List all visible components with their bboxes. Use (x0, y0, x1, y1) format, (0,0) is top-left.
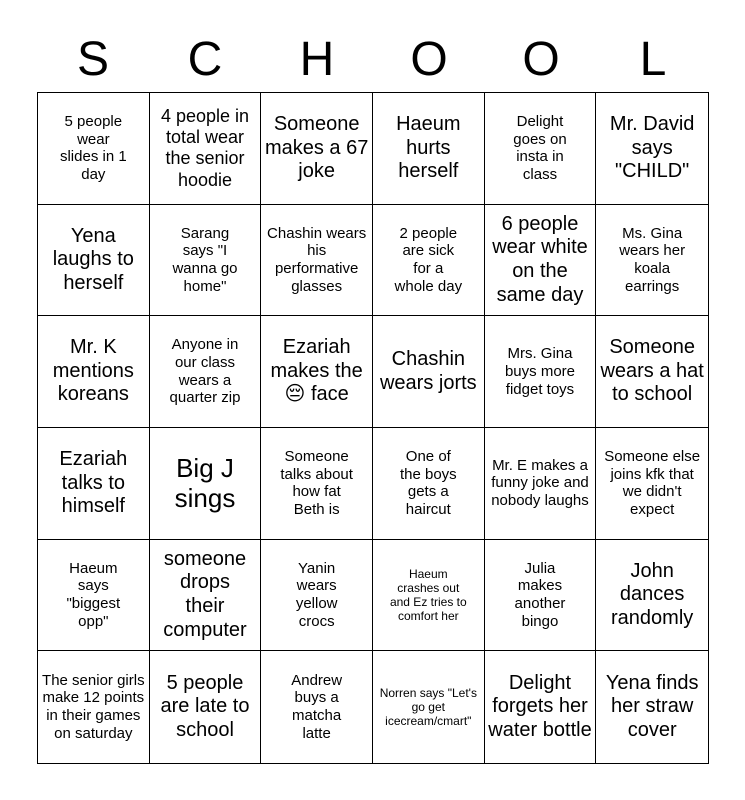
cell-text: Julia makes another bingo (514, 559, 566, 630)
cell-text: Mrs. Gina buys more fidget toys (504, 345, 575, 398)
bingo-cell[interactable] (38, 540, 150, 652)
bingo-cell[interactable] (150, 540, 262, 652)
bingo-cell[interactable] (596, 651, 708, 763)
cell-text: Haeum says "biggest opp" (66, 559, 121, 630)
cell-text: Someone wears a hat to school (600, 336, 704, 406)
bingo-cell[interactable] (373, 540, 485, 652)
cell-text: Someone talks about how fat Beth is (280, 447, 353, 518)
bingo-cell[interactable] (485, 316, 597, 428)
bingo-cell[interactable] (150, 205, 262, 317)
bingo-cell[interactable] (261, 205, 373, 317)
bingo-cell[interactable] (150, 93, 262, 205)
bingo-cell[interactable] (373, 316, 485, 428)
cell-text: Andrew buys a matcha latte (291, 671, 343, 742)
cell-text: Yanin wears yellow crocs (295, 559, 338, 630)
cell-text: Delight forgets her water bottle (488, 671, 592, 741)
bingo-board (37, 92, 709, 764)
bingo-cell[interactable] (373, 93, 485, 205)
bingo-cell[interactable] (261, 428, 373, 540)
cell-text: Haeum hurts herself (396, 112, 461, 183)
bingo-cell[interactable] (596, 316, 708, 428)
bingo-cell[interactable] (261, 93, 373, 205)
cell-text: Ms. Gina wears her koala earrings (619, 224, 686, 295)
cell-text: The senior girls make 12 points in their games on saturday (42, 671, 145, 742)
bingo-cell[interactable] (485, 651, 597, 763)
cell-text: Sarang says "I wanna go home" (172, 224, 238, 295)
bingo-cell[interactable] (485, 93, 597, 205)
bingo-cell[interactable] (38, 205, 150, 317)
bingo-header (37, 28, 709, 92)
cell-text: Ezariah makes the 😔 face (270, 336, 363, 406)
bingo-cell[interactable] (373, 205, 485, 317)
bingo-cell[interactable] (373, 651, 485, 763)
bingo-cell[interactable] (373, 428, 485, 540)
cell-text: 2 people are sick for a whole day (394, 224, 463, 295)
cell-text: John dances randomly (611, 559, 694, 629)
bingo-cell[interactable] (261, 540, 373, 652)
bingo-cell[interactable] (485, 205, 597, 317)
cell-text: someone drops their computer (163, 547, 247, 641)
cell-text: Yena finds her straw cover (605, 671, 699, 741)
bingo-cell[interactable] (38, 428, 150, 540)
bingo-cell[interactable] (38, 316, 150, 428)
cell-text: One of the boys gets a haircut (399, 447, 457, 518)
cell-text: Delight goes on insta in class (513, 112, 567, 184)
cell-text: Chashin wears jorts (379, 348, 477, 394)
cell-text: 4 people in total wear the senior hoodie (160, 105, 250, 190)
bingo-cell[interactable] (596, 205, 708, 317)
cell-text: Haeum crashes out and Ez tries to comfort her (389, 566, 467, 624)
header-letter: C (187, 33, 223, 86)
cell-text: 5 people are late to school (160, 671, 250, 741)
bingo-cell[interactable] (261, 651, 373, 763)
header-letter: S (76, 33, 109, 86)
cell-text: Ezariah talks to himself (59, 447, 128, 518)
cell-text: Someone makes a 67 joke (264, 112, 369, 183)
bingo-cell[interactable] (596, 540, 708, 652)
bingo-cell[interactable] (485, 428, 597, 540)
bingo-cell[interactable] (596, 93, 708, 205)
header-letter: O (522, 33, 560, 86)
bingo-cell[interactable] (150, 651, 262, 763)
header-letter: O (410, 33, 448, 86)
cell-text: Chashin wears his performative glasses (267, 224, 367, 295)
bingo-cell[interactable] (485, 540, 597, 652)
bingo-cell[interactable] (596, 428, 708, 540)
cell-text: Anyone in our class wears a quarter zip (169, 336, 241, 407)
header-letter: L (639, 33, 667, 86)
bingo-cell[interactable] (261, 316, 373, 428)
bingo-cell[interactable] (38, 651, 150, 763)
cell-text: 5 people wear slides in 1 day (59, 112, 127, 184)
cell-text: Yena laughs to herself (52, 224, 134, 294)
cell-text: Someone else joins kfk that we didn't expect (604, 447, 701, 518)
bingo-cell[interactable] (150, 428, 262, 540)
cell-text: Mr. K mentions koreans (52, 336, 134, 406)
cell-text: Mr. David says "CHILD" (609, 112, 695, 183)
cell-text: Mr. E makes a funny joke and nobody laughs (491, 456, 589, 510)
bingo-cell[interactable] (38, 93, 150, 205)
cell-text: Norren says "Let's go get icecream/cmart" (379, 685, 477, 729)
header-letter: H (299, 33, 335, 86)
cell-text: Big J sings (174, 452, 236, 514)
cell-text: 6 people wear white on the same day (492, 212, 588, 306)
bingo-cell[interactable] (150, 316, 262, 428)
